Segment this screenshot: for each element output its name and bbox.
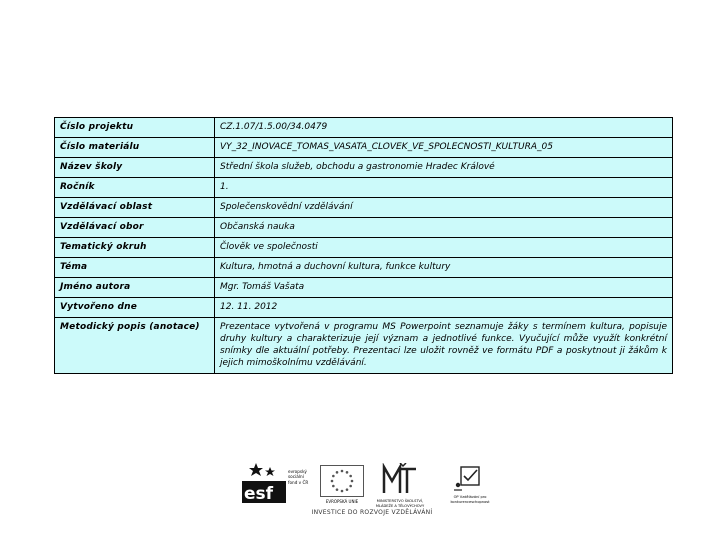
row-value: Občanská nauka bbox=[215, 218, 673, 238]
esf-logo-icon bbox=[242, 463, 288, 503]
eu-flag-icon bbox=[320, 465, 364, 497]
row-value: 1. bbox=[215, 178, 673, 198]
investment-slogan: INVESTICE DO ROZVOJE VZDĚLÁVÁNÍ bbox=[311, 509, 433, 516]
row-label: Vzdělávací oblast bbox=[55, 198, 215, 218]
eu-star-icon bbox=[346, 471, 349, 474]
eu-star-icon bbox=[332, 475, 335, 478]
row-label: Téma bbox=[55, 258, 215, 278]
eu-star-icon bbox=[351, 480, 354, 483]
project-info-table bbox=[54, 117, 673, 374]
table-row bbox=[55, 278, 673, 298]
row-label: Číslo projektu bbox=[55, 118, 215, 138]
row-value: Střední škola služeb, obchodu a gastronomie Hradec Králové bbox=[215, 158, 673, 178]
row-value: Kultura, hmotná a duchovní kultura, funkce kultury bbox=[215, 258, 673, 278]
eu-star-icon bbox=[336, 471, 339, 474]
row-value: Společenskovědní vzdělávání bbox=[215, 198, 673, 218]
row-value: Mgr. Tomáš Vašata bbox=[215, 278, 673, 298]
table-row bbox=[55, 298, 673, 318]
eu-star-icon bbox=[341, 470, 344, 473]
eu-star-icon bbox=[341, 490, 344, 493]
table-row bbox=[55, 178, 673, 198]
eu-star-icon bbox=[349, 475, 352, 478]
row-label: Číslo materiálu bbox=[55, 138, 215, 158]
eu-star-icon bbox=[336, 488, 339, 491]
eu-star-icon bbox=[332, 485, 335, 488]
msmt-label: MINISTERSTVO ŠKOLSTVÍ, MLÁDEŽE A TĚLOVÝCHOVY bbox=[375, 499, 425, 508]
row-value: CZ.1.07/1.5.00/34.0479 bbox=[215, 118, 673, 138]
row-label: Vytvořeno dne bbox=[55, 298, 215, 318]
row-label: Jméno autora bbox=[55, 278, 215, 298]
row-value: VY_32_INOVACE_TOMAS_VASATA_CLOVEK_VE_SPOLECNOSTI_KULTURA_05 bbox=[215, 138, 673, 158]
row-value: 12. 11. 2012 bbox=[215, 298, 673, 318]
table-row bbox=[55, 258, 673, 278]
row-label: Vzdělávací obor bbox=[55, 218, 215, 238]
op-logo-icon bbox=[452, 463, 486, 493]
table-row bbox=[55, 118, 673, 138]
esf-text: evropský sociální fond v ČR bbox=[288, 469, 309, 485]
eu-star-icon bbox=[349, 485, 352, 488]
row-value-annotation: Prezentace vytvořená v programu MS Powerpoint seznamuje žáky s termínem kultura, popisuje druhy kultury a charakterizuje její význam a jednotlivé funkce. Vyučující může využít konkrétní snímky dle aktuální potřeby. Prezentaci lze uložit rovněž ve formátu PDF a poskytnout ji žákům k jejich mimoškolnímu vzdělávání. bbox=[215, 318, 673, 374]
op-label: OP Vzdělávání pro konkurenceschopnost bbox=[450, 495, 490, 504]
row-label: Název školy bbox=[55, 158, 215, 178]
eu-star-icon bbox=[346, 488, 349, 491]
table-row bbox=[55, 218, 673, 238]
table-row bbox=[55, 198, 673, 218]
eu-star-icon bbox=[331, 480, 334, 483]
eu-label: EVROPSKÁ UNIE bbox=[325, 499, 359, 504]
msmt-logo-icon bbox=[380, 463, 420, 497]
table-row bbox=[55, 138, 673, 158]
funding-logos bbox=[242, 463, 500, 521]
svg-text:esf: esf bbox=[244, 484, 274, 503]
table-row bbox=[55, 238, 673, 258]
row-label: Tematický okruh bbox=[55, 238, 215, 258]
table-row-annotation bbox=[55, 318, 673, 374]
row-value: Člověk ve společnosti bbox=[215, 238, 673, 258]
table-row bbox=[55, 158, 673, 178]
row-label: Ročník bbox=[55, 178, 215, 198]
row-label: Metodický popis (anotace) bbox=[55, 318, 215, 374]
